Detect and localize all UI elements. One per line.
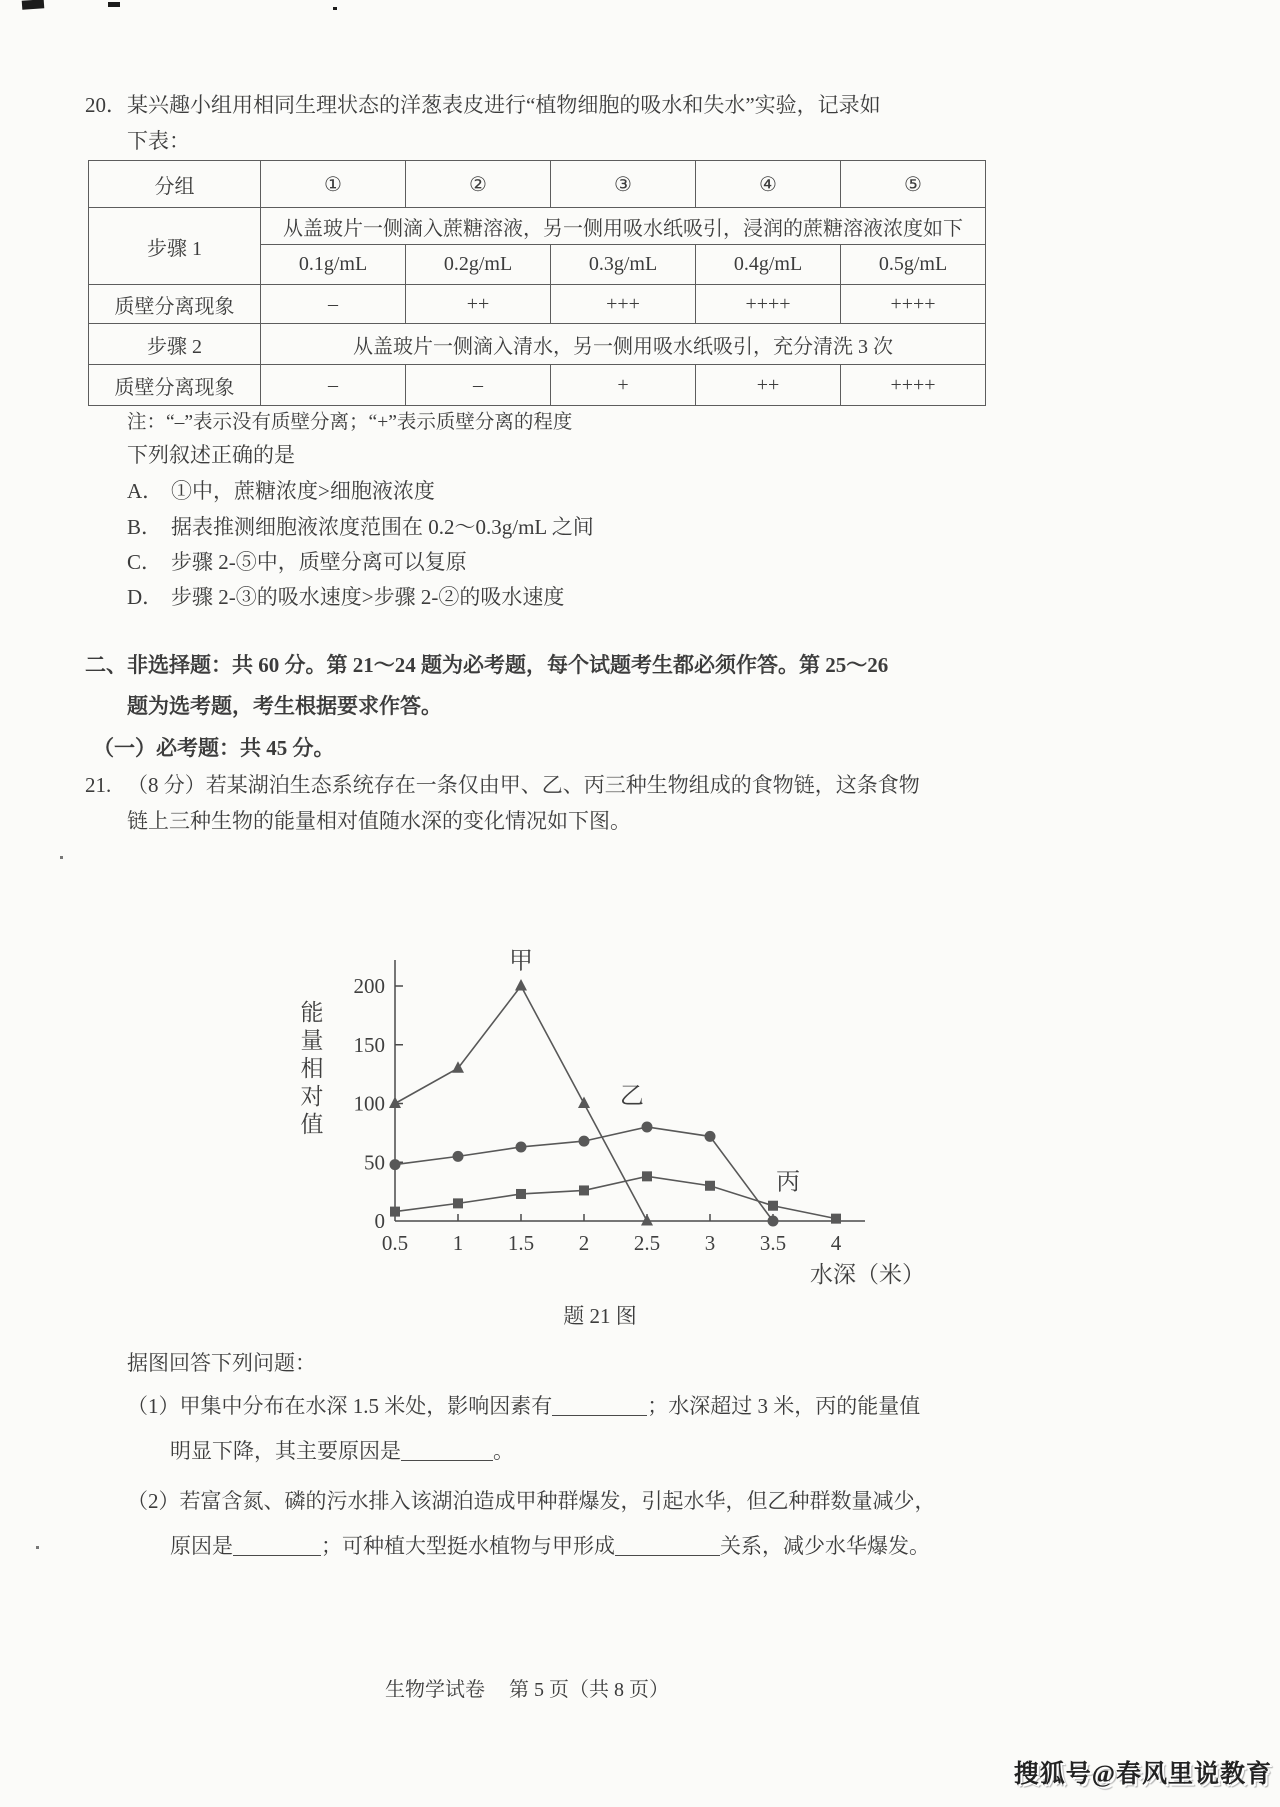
answer-blank [552,1395,647,1416]
table-cell: 质壁分离现象 [89,285,261,324]
table-cell: ⑤ [841,161,986,208]
square-marker [579,1185,589,1195]
triangle-marker [389,1097,401,1109]
scan-speck [36,1546,39,1549]
table-cell: ++ [406,285,551,324]
table-cell: 0.3g/mL [551,245,696,285]
table-cell: – [261,285,406,324]
table-cell: – [406,365,551,406]
triangle-marker [641,1214,653,1226]
table-cell: 分组 [89,161,261,208]
table-row-plasmolysis-1 [89,285,986,324]
table-cell: ++++ [841,285,986,324]
answer-blank [615,1535,720,1556]
circle-marker [705,1131,716,1142]
square-marker [831,1214,841,1224]
y-axis-title-char: 值 [300,1112,324,1137]
table-cell: ③ [551,161,696,208]
y-tick-label: 0 [374,1209,385,1233]
table-row-header [89,161,986,208]
x-tick-label: 2.5 [633,1231,661,1255]
table-cell: ++++ [841,365,986,406]
answer-blank [401,1440,493,1461]
section2-sub-heading: （一）必考题：共 45 分。 [93,736,335,760]
square-marker [390,1207,400,1217]
circle-marker [642,1122,653,1133]
x-tick-label: 2 [578,1231,590,1255]
q21-stem-text: （8 分）若某湖泊生态系统存在一条仅由甲、乙、丙三种生物组成的食物链，这条食物 [127,773,920,797]
option-text: 据表推测细胞液浓度范围在 0.2～0.3g/mL 之间 [171,515,594,539]
x-tick-label: 0.5 [381,1231,409,1255]
q21-sub2-text3: 关系，减少水华爆发。 [720,1534,930,1558]
series-line-甲 [395,986,647,1221]
footer-paper-name: 生物学试卷 [385,1679,485,1701]
y-axis-title-char: 对 [300,1084,324,1109]
table-cell: 0.5g/mL [841,245,986,285]
q21-questions-intro: 据图回答下列问题： [127,1351,316,1375]
circle-marker [768,1216,779,1227]
y-tick-label: 100 [353,1091,385,1116]
q20-option-b [127,512,594,542]
table-cell: ++++ [696,285,841,324]
table-cell: ② [406,161,551,208]
table-row-plasmolysis-2 [89,365,986,406]
square-marker [453,1198,463,1208]
section2-heading-text: 非选择题：共 60 分。第 21～24 题为必考题，每个试题考生都必须作答。第 25～26 [127,653,889,677]
q21-sub1-text1: （1）甲集中分布在水深 1.5 米处，影响因素有 [127,1394,553,1418]
option-label: D． [127,585,164,609]
y-axis-title-char: 能 [300,1000,324,1025]
circle-marker [579,1136,590,1147]
chart-caption: 题 21 图 [563,1304,637,1328]
series-label-丙: 丙 [776,1169,801,1196]
scan-speck [108,2,120,7]
table-cell: 0.4g/mL [696,245,841,285]
circle-marker [453,1151,464,1162]
option-label: C． [127,550,163,574]
x-tick-label: 1 [452,1231,464,1255]
y-tick-label: 200 [353,974,385,998]
scan-speck [22,0,45,10]
q20-stem-line1 [85,90,881,120]
q21-sub1-line1 [127,1391,920,1421]
square-marker [642,1171,652,1181]
table-cell: 0.1g/mL [261,245,406,285]
q20-table-note: 注：“–”表示没有质壁分离；“+”表示质壁分离的程度 [127,412,573,433]
table-cell: 步骤 2 [89,324,261,365]
table-cell: 0.2g/mL [406,245,551,285]
q20-option-c [127,547,467,577]
x-tick-label: 3.5 [759,1231,787,1255]
q20-option-d [127,582,564,612]
q21-sub1-text3: 明显下降，其主要原因是 [170,1439,401,1463]
q20-experiment-table [88,160,986,406]
section2-heading-line2: 题为选考题，考生根据要求作答。 [127,694,442,718]
q21-sub2-line1: （2）若富含氮、磷的污水排入该湖泊造成甲种群爆发，引起水华，但乙种群数量减少， [127,1489,936,1513]
q20-option-a [127,476,435,506]
table-cell: ++ [696,365,841,406]
q21-sub1-text2: ；水深超过 3 米，丙的能量值 [647,1394,921,1418]
section2-heading-line1 [85,650,888,680]
table-cell: ④ [696,161,841,208]
x-tick-label: 1.5 [507,1231,535,1255]
table-cell: – [261,365,406,406]
section2-label: 二、 [85,653,127,677]
triangle-marker [578,1097,590,1109]
table-cell: 从盖玻片一侧滴入清水，另一侧用吸水纸吸引，充分清洗 3 次 [261,324,986,365]
x-tick-label: 3 [704,1231,716,1255]
x-axis-title: 水深（米） [810,1262,925,1287]
series-line-丙 [395,1176,836,1218]
q20-stem-text: 某兴趣小组用相同生理状态的洋葱表皮进行“植物细胞的吸水和失水”实验，记录如 [127,93,881,117]
table-cell: 步骤 1 [89,208,261,285]
q20-stem-line2: 下表： [127,129,190,153]
q20-number: 20． [85,93,127,117]
option-text: 步骤 2-③的吸水速度>步骤 2-②的吸水速度 [171,585,565,609]
table-cell: +++ [551,285,696,324]
option-text: ①中，蔗糖浓度>细胞液浓度 [171,479,435,503]
watermark-text: 搜狐号@春风里说教育 [1013,1761,1272,1788]
scan-speck [60,856,63,859]
q21-stem-line2: 链上三种生物的能量相对值随水深的变化情况如下图。 [127,809,631,833]
footer-page-info: 第 5 页（共 8 页） [509,1679,669,1701]
option-text: 步骤 2-⑤中，质壁分离可以复原 [171,550,467,574]
energy-depth-chart [270,930,930,1330]
option-label: A． [127,479,164,503]
answer-blank [233,1535,321,1556]
series-label-甲: 甲 [509,948,533,975]
triangle-marker [515,979,527,991]
circle-marker [516,1141,527,1152]
x-tick-label: 4 [830,1231,842,1255]
y-tick-label: 50 [364,1150,385,1175]
q21-sub2-text2: ；可种植大型挺水植物与甲形成 [321,1534,615,1558]
series-label-乙: 乙 [619,1083,644,1110]
square-marker [768,1201,778,1211]
q21-sub1-line2 [170,1436,514,1466]
circle-marker [390,1159,401,1170]
y-tick-label: 150 [353,1032,385,1057]
q21-sub2-line2 [170,1531,930,1561]
table-cell: 从盖玻片一侧滴入蔗糖溶液，另一侧用吸水纸吸引，浸润的蔗糖溶液浓度如下 [261,208,986,245]
square-marker [516,1189,526,1199]
y-axis-title-char: 相 [300,1056,324,1081]
option-label: B． [127,515,163,539]
page-footer [0,1673,1054,1702]
q21-number: 21. [85,773,112,797]
q21-stem-line1 [85,770,920,800]
table-row-step2 [89,324,986,365]
q20-prompt: 下列叙述正确的是 [127,443,295,467]
y-axis-title-char: 量 [300,1028,324,1053]
table-cell: ① [261,161,406,208]
square-marker [705,1181,715,1191]
energy-depth-chart-wrap [270,930,930,1330]
scan-speck [333,7,337,10]
table-cell: 质壁分离现象 [89,365,261,406]
table-cell: + [551,365,696,406]
table-row-step1-desc [89,208,986,245]
q21-sub1-text4: 。 [493,1439,514,1463]
q21-sub2-text1: 原因是 [170,1534,233,1558]
